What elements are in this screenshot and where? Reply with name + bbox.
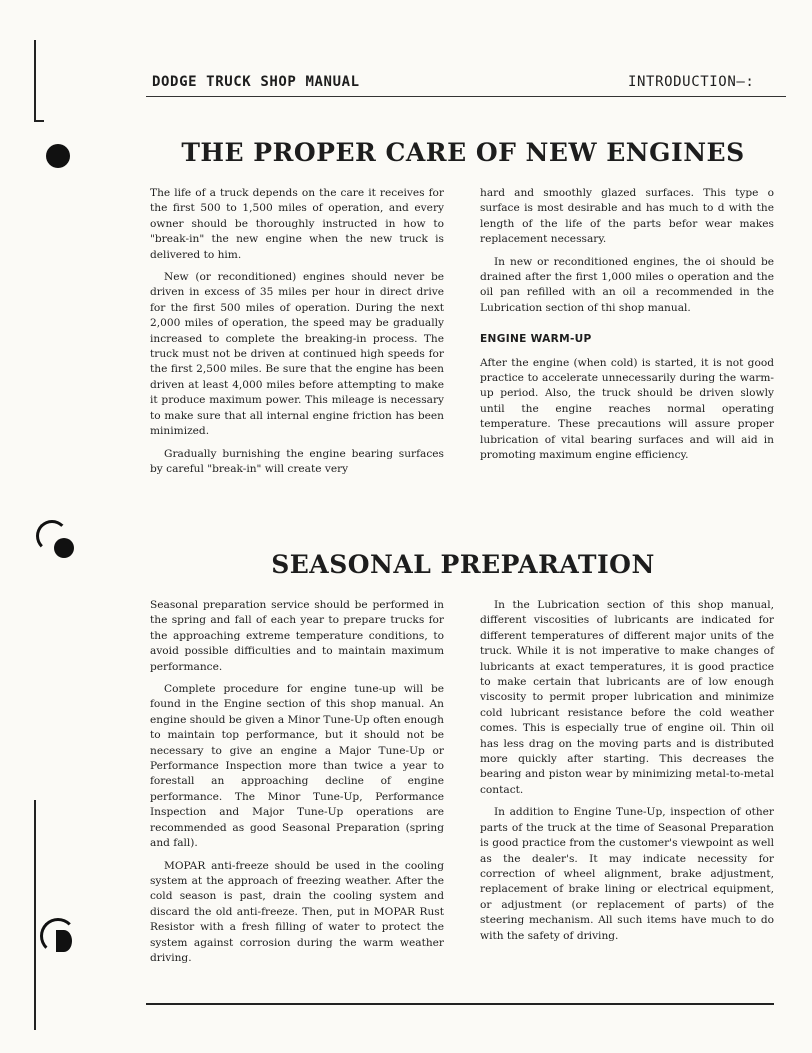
paragraph: Gradually burnishing the engine bearing surfaces by careful "break-in" will create very <box>150 447 444 475</box>
paragraph: Complete procedure for engine tune-up will be found in the Engine section of this shop manual. An engine should be given a Minor Tune-Up often enough to maintain top performance, but it should not be necessary to give an engine a Major Tune-Up or Performance Inspection more than twice a year to forestall an approaching decline of engine performance. The Minor Tune-Up, Performance Inspection and Major Tune-Up operations are recommended as good Seasonal Preparation (spring and fall). <box>150 683 444 850</box>
binder-hole-top <box>46 144 70 168</box>
paragraph: The life of a truck depends on the care it receives for the first 500 to 1,500 miles of operation, and every owner should be thoroughly instructed in how to "break-in" the new engine when the new truck is delivered to him. <box>150 187 444 261</box>
section-title-seasonal-preparation: SEASONAL PREPARATION <box>271 550 655 579</box>
paragraph: New (or reconditioned) engines should never be driven in excess of 35 miles per hour in direct drive for the first 500 miles of operation. During the next 2,000 miles of operation, the speed may be gradually increased to complete the breaking-in process. The truck must not be driven at continued high speeds for the first 2,500 miles. Be sure that the engine has been driven at least 4,000 miles before attempting to make it produce maximum power. This mileage is necessary to make sure that all internal engine friction has been minimized. <box>150 271 444 438</box>
seasonal-column-left <box>150 598 444 973</box>
paragraph: Seasonal preparation service should be performed in the spring and fall of each year to prepare trucks for the approaching extreme temperature conditions, to avoid possible difficulties and to maintain maximum performance. <box>150 599 444 673</box>
binder-edge-line-top <box>34 40 36 122</box>
new-engines-column-left <box>150 186 444 484</box>
paragraph: In addition to Engine Tune-Up, inspection of other parts of the truck at the time of Seasonal Preparation is good practice from the customer's viewpoint as well as the dealer's. It may indicate necessity for correction of wheel alignment, brake adjustment, replacement of brake lining or electrical equipment, or adjustment (or replacement of parts) of the steering mechanism. All such items have much to do with the safety of driving. <box>480 806 774 942</box>
subheading-engine-warm-up: ENGINE WARM-UP <box>480 333 592 346</box>
header-rule <box>146 96 786 97</box>
binder-hole-middle <box>54 538 74 558</box>
new-engines-column-right <box>480 186 774 471</box>
paragraph: MOPAR anti-freeze should be used in the cooling system at the approach of freezing weather. After the cold season is past, drain the cooling system and discard the old anti-freeze. Then, put in MOPAR Rust Resistor with a fresh filling of water to protect the system against corrosion during the warm weather driving. <box>150 859 444 964</box>
paragraph: In new or reconditioned engines, the oi should be drained after the first 1,000 miles o operation and the oil pan refilled with an oil a recommended in the Lubrication section of thi shop manual. <box>480 255 774 314</box>
running-header-section: INTRODUCTION—: <box>628 74 755 90</box>
paragraph: After the engine (when cold) is started, it is not good practice to accelerate unnecessarily during the warm-up period. Also, the truck should be driven slowly until the engine reaches normal operating temperature. These precautions will assure proper lubrication of vital bearing surfaces and will aid in promoting maximum engine efficiency. <box>480 356 774 462</box>
section-title-new-engines: THE PROPER CARE OF NEW ENGINES <box>181 138 745 167</box>
binder-hole-bottom <box>56 930 72 952</box>
paragraph: hard and smoothly glazed surfaces. This type o surface is most desirable and has much to d with the length of the life of the parts befor wear makes replacement necessary. <box>480 187 774 246</box>
running-header-title: DODGE TRUCK SHOP MANUAL <box>152 74 360 90</box>
seasonal-column-right <box>480 598 774 951</box>
footer-rule <box>146 1003 774 1005</box>
binder-edge-line-bottom <box>34 800 36 1030</box>
paragraph: In the Lubrication section of this shop manual, different viscosities of lubricants are indicated for different temperatures of different major units of the truck. While it is not imperative to make changes of lubricants at exact temperatures, it is good practice to make certain that lubricants are of low enough viscosity to permit proper lubrication and minimize cold lubricant resistance before the cold weather comes. This is especially true of engine oil. Thin oil has less drag on the moving parts and is distributed more quickly after starting. This decreases the bearing and piston wear by minimizing metal-to-metal contact. <box>480 599 774 796</box>
binder-edge-tick-top <box>34 120 44 122</box>
